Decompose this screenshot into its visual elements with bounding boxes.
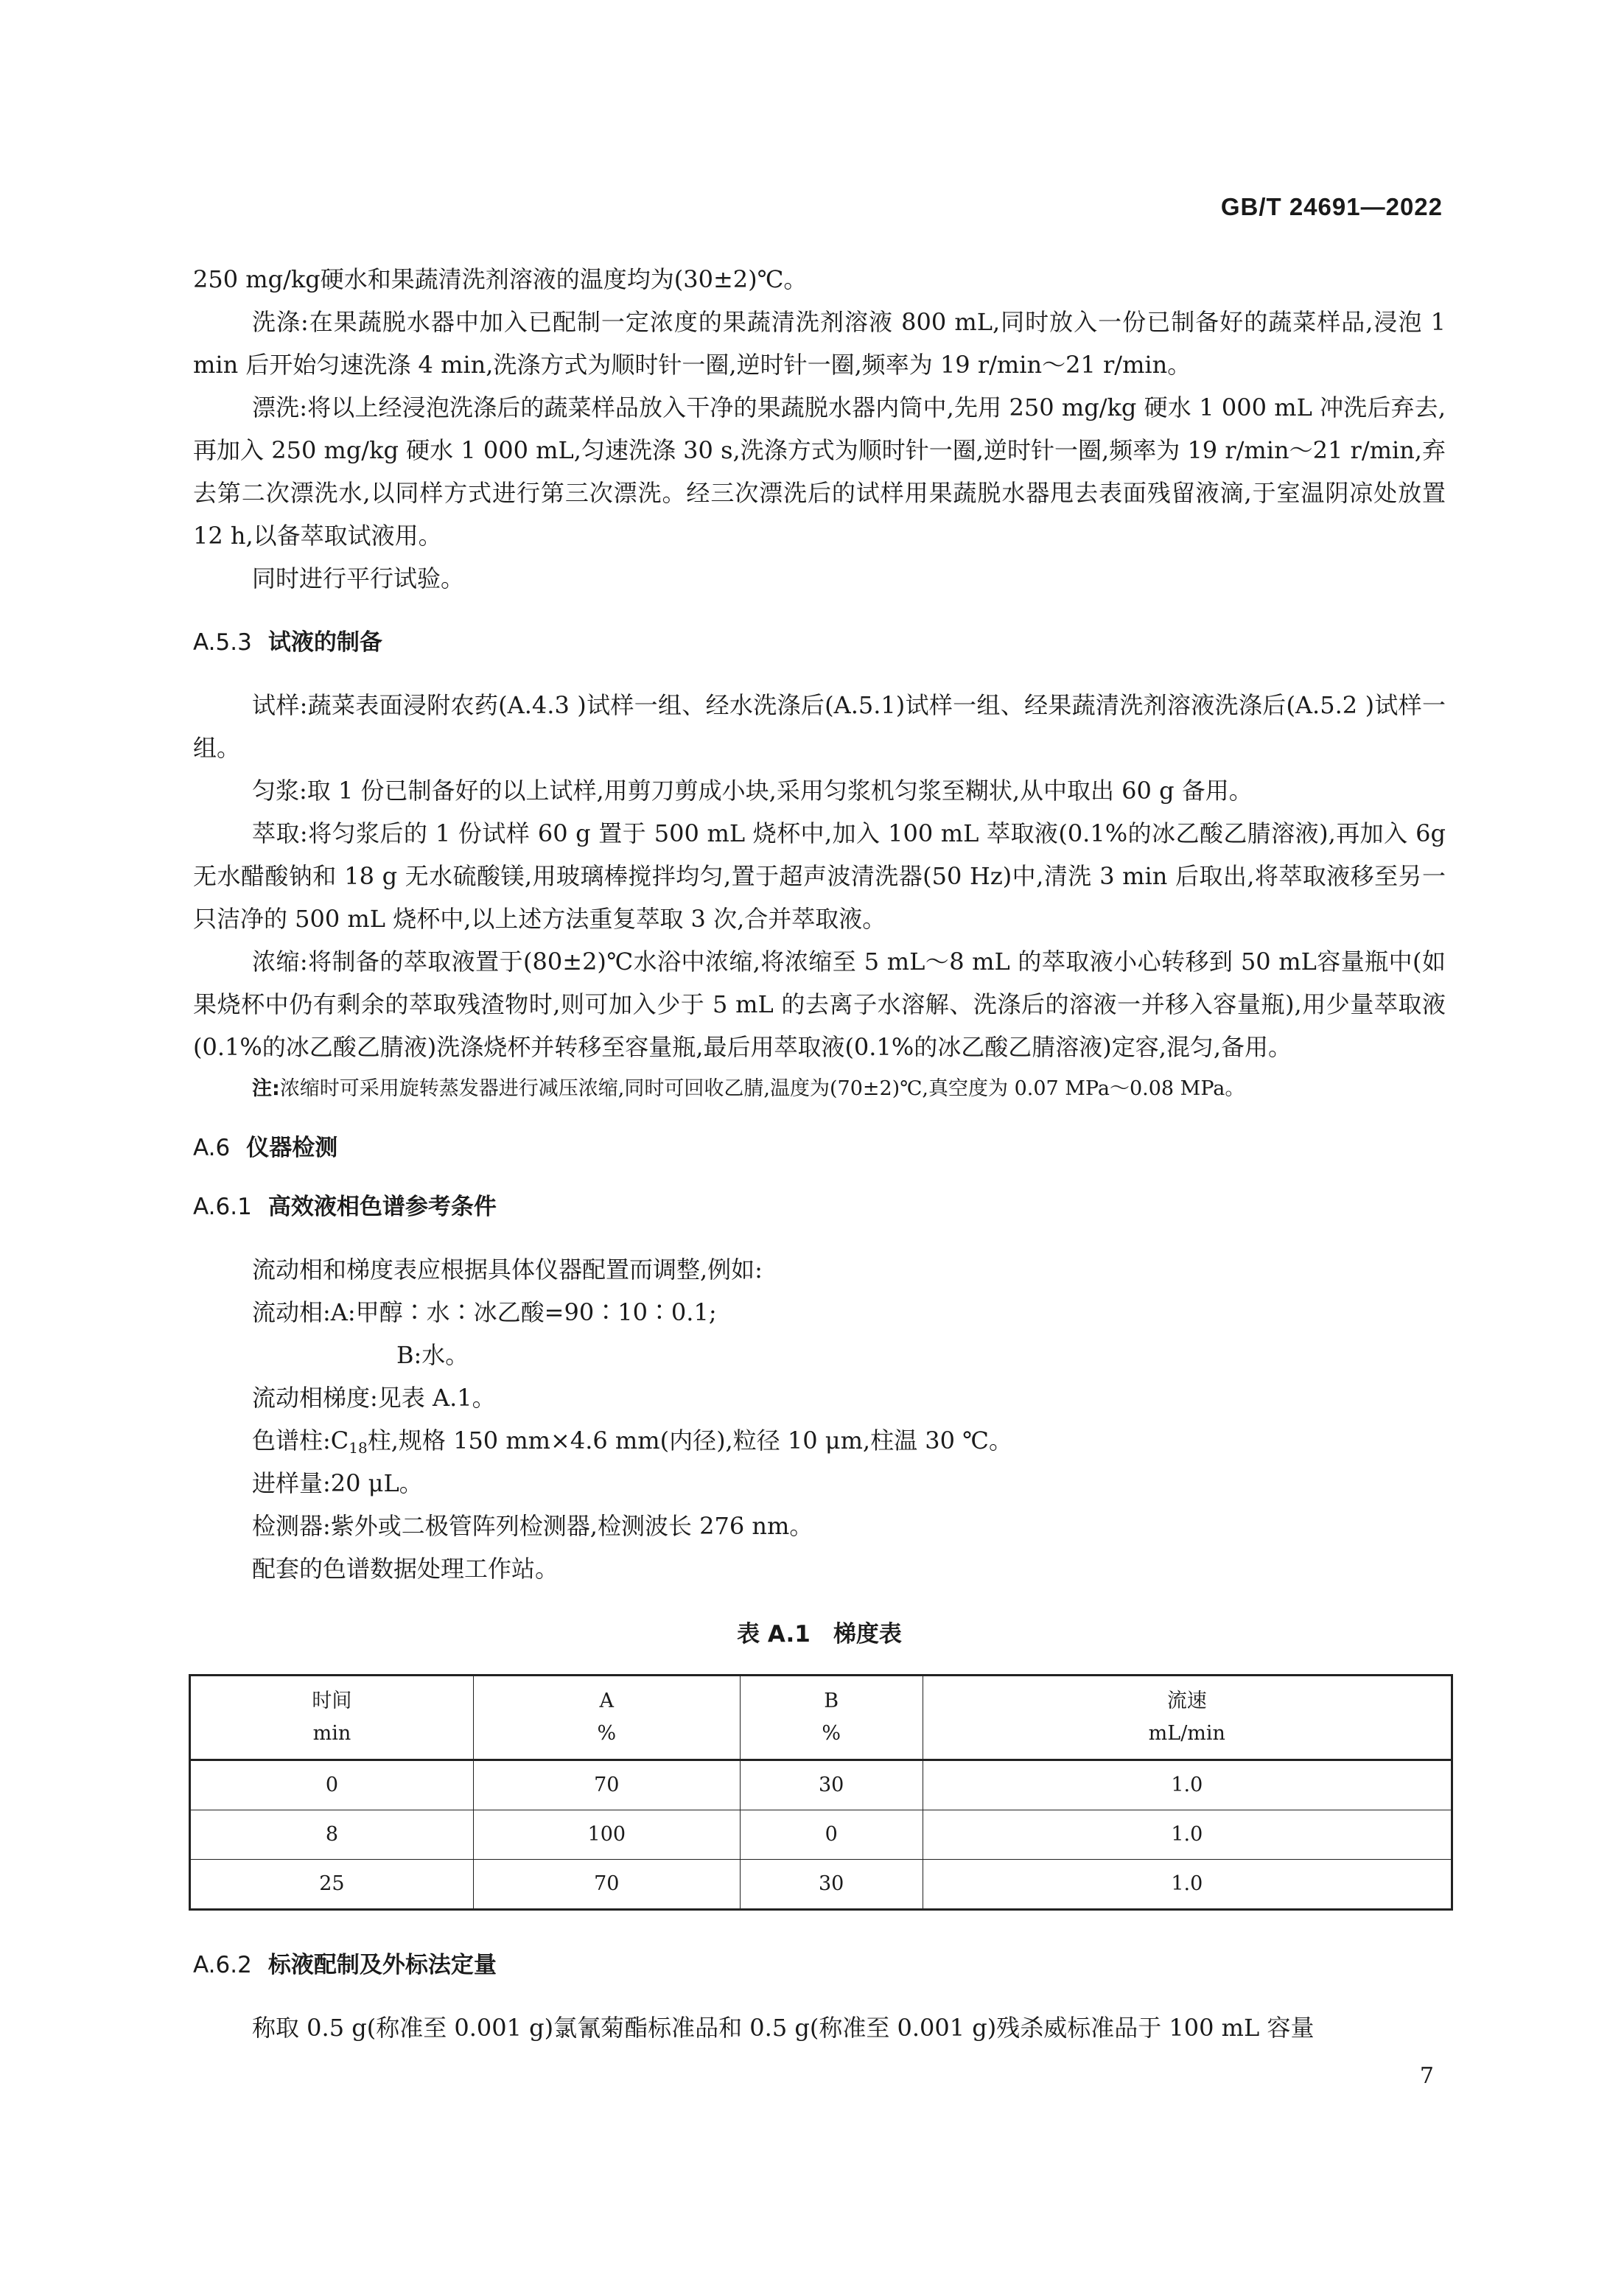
table-row [190, 1760, 1452, 1810]
page-number: 7 [1419, 2063, 1434, 2089]
header-flow-rate: 流速 mL/min [923, 1676, 1452, 1760]
line-column [193, 1419, 1446, 1462]
table-cell: 1.0 [923, 1760, 1452, 1810]
line-detector: 检测器:紫外或二极管阵列检测器,检测波长 276 nm。 [252, 1512, 813, 1540]
line-intro: 流动相和梯度表应根据具体仪器配置而调整,例如: [252, 1256, 763, 1284]
section-number: A.6.2 [193, 1952, 252, 1978]
table-cell: 1.0 [923, 1860, 1452, 1910]
column-spec: 柱,规格 150 mm×4.6 mm(内径),粒径 10 μm,柱温 30 ℃。 [367, 1426, 1012, 1454]
note [193, 1073, 1446, 1105]
line-mobile-phase-b: B:水。 [396, 1341, 469, 1369]
paragraph-homogenize: 匀浆:取 1 份已制备好的以上试样,用剪刀剪成小块,采用匀浆机匀浆至糊状,从中取出 60 g 备用。 [252, 777, 1253, 805]
paragraph-sample: 试样:蔬菜表面浸附农药(A.4.3 )试样一组、经水洗涤后(A.5.1)试样一组、经果蔬清洗剂溶液洗涤后(A.5.2 )试样一组。 [193, 691, 1446, 762]
header-a: A % [473, 1676, 740, 1760]
section-title: 试液的制备 [267, 629, 382, 656]
header-b: B % [740, 1676, 923, 1760]
paragraph-temperature: 250 mg/kg硬水和果蔬清洗剂溶液的温度均为(30±2)℃。 [193, 265, 808, 293]
section-a62-heading [193, 1949, 1446, 1981]
gradient-table [189, 1674, 1453, 1911]
table-row [190, 1860, 1452, 1910]
table-title: 表 A.1 梯度表 [737, 1621, 902, 1648]
line-gradient: 流动相梯度:见表 A.1。 [252, 1384, 496, 1412]
section-a61-heading [193, 1191, 1446, 1223]
standard-code: GB/T 24691—2022 [1220, 193, 1443, 220]
section-number: A.5.3 [193, 629, 252, 656]
section-title: 标液配制及外标法定量 [267, 1952, 497, 1978]
line-injection: 进样量:20 μL。 [252, 1469, 423, 1497]
table-cell: 100 [473, 1810, 740, 1860]
table-cell: 70 [473, 1760, 740, 1810]
section-a53-heading [193, 626, 1446, 659]
table-cell: 30 [740, 1760, 923, 1810]
paragraph-rinsing: 漂洗:将以上经浸泡洗涤后的蔬菜样品放入干净的果蔬脱水器内筒中,先用 250 mg/kg 硬水 1 000 mL 冲洗后弃去,再加入 250 mg/kg 硬水 1 000 mL,匀速洗涤 30 s,洗涤方式为顺时针一圈,逆时针一圈,频率为 19 r/min～21 r/min,弃去第二次漂洗水,以同样方式进行第三次漂洗。经三次漂洗后的试样用果蔬脱水器甩去表面残留液滴,于室温阴凉处放置 12 h,以备萃取试液用。 [193, 393, 1446, 550]
table-cell: 30 [740, 1860, 923, 1910]
column-label: 色谱柱:C [252, 1426, 349, 1454]
line-mobile-phase-a: 流动相:A:甲醇∶水∶冰乙酸=90∶10∶0.1; [252, 1298, 717, 1326]
table-cell: 8 [190, 1810, 474, 1860]
paragraph-concentrate: 浓缩:将制备的萃取液置于(80±2)℃水浴中浓缩,将浓缩至 5 mL～8 mL 的萃取液小心转移到 50 mL容量瓶中(如果烧杯中仍有剩余的萃取残渣物时,则可加入少于 5 mL 的去离子水溶解、洗涤后的溶液一并移入容量瓶),用少量萃取液(0.1%的冰乙酸乙腈液)洗涤烧杯并转移至容量瓶,最后用萃取液(0.1%的冰乙酸乙腈溶液)定容,混匀,备用。 [193, 948, 1446, 1061]
column-subscript: 18 [349, 1439, 368, 1457]
section-number: A.6 [193, 1135, 231, 1161]
table-cell: 25 [190, 1860, 474, 1910]
table-cell: 70 [473, 1860, 740, 1910]
paragraph-washing: 洗涤:在果蔬脱水器中加入已配制一定浓度的果蔬清洗剂溶液 800 mL,同时放入一份已制备好的蔬菜样品,浸泡 1 min 后开始匀速洗涤 4 min,洗涤方式为顺时针一圈,逆时针一圈,频率为 19 r/min～21 r/min。 [193, 308, 1446, 379]
table-cell: 0 [190, 1760, 474, 1810]
document-body [193, 258, 1446, 2049]
table-row [190, 1810, 1452, 1860]
table-cell: 1.0 [923, 1810, 1452, 1860]
line-workstation: 配套的色谱数据处理工作站。 [252, 1555, 559, 1583]
section-a6-heading [193, 1132, 1446, 1164]
header-time: 时间 min [190, 1676, 474, 1760]
section-number: A.6.1 [193, 1194, 252, 1220]
paragraph-extract: 萃取:将匀浆后的 1 份试样 60 g 置于 500 mL 烧杯中,加入 100 mL 萃取液(0.1%的冰乙酸乙腈溶液),再加入 6g 无水醋酸钠和 18 g 无水硫酸镁,用玻璃棒搅拌均匀,置于超声波清洗器(50 Hz)中,清洗 3 min 后取出,将萃取液移至另一只洁净的 500 mL 烧杯中,以上述方法重复萃取 3 次,合并萃取液。 [193, 819, 1446, 933]
note-text: 浓缩时可采用旋转蒸发器进行减压浓缩,同时可回收乙腈,温度为(70±2)℃,真空度为 0.07 MPa～0.08 MPa。 [279, 1077, 1245, 1100]
paragraph-standard-prep: 称取 0.5 g(称准至 0.001 g)氯氰菊酯标准品和 0.5 g(称准至 0.001 g)残杀威标准品于 100 mL 容量 [252, 2014, 1315, 2042]
table-header-row [190, 1676, 1452, 1760]
section-title: 高效液相色谱参考条件 [267, 1194, 497, 1220]
note-label: 注: [252, 1077, 280, 1100]
paragraph-parallel-test: 同时进行平行试验。 [252, 564, 465, 592]
section-title: 仪器检测 [246, 1135, 338, 1161]
table-cell: 0 [740, 1810, 923, 1860]
